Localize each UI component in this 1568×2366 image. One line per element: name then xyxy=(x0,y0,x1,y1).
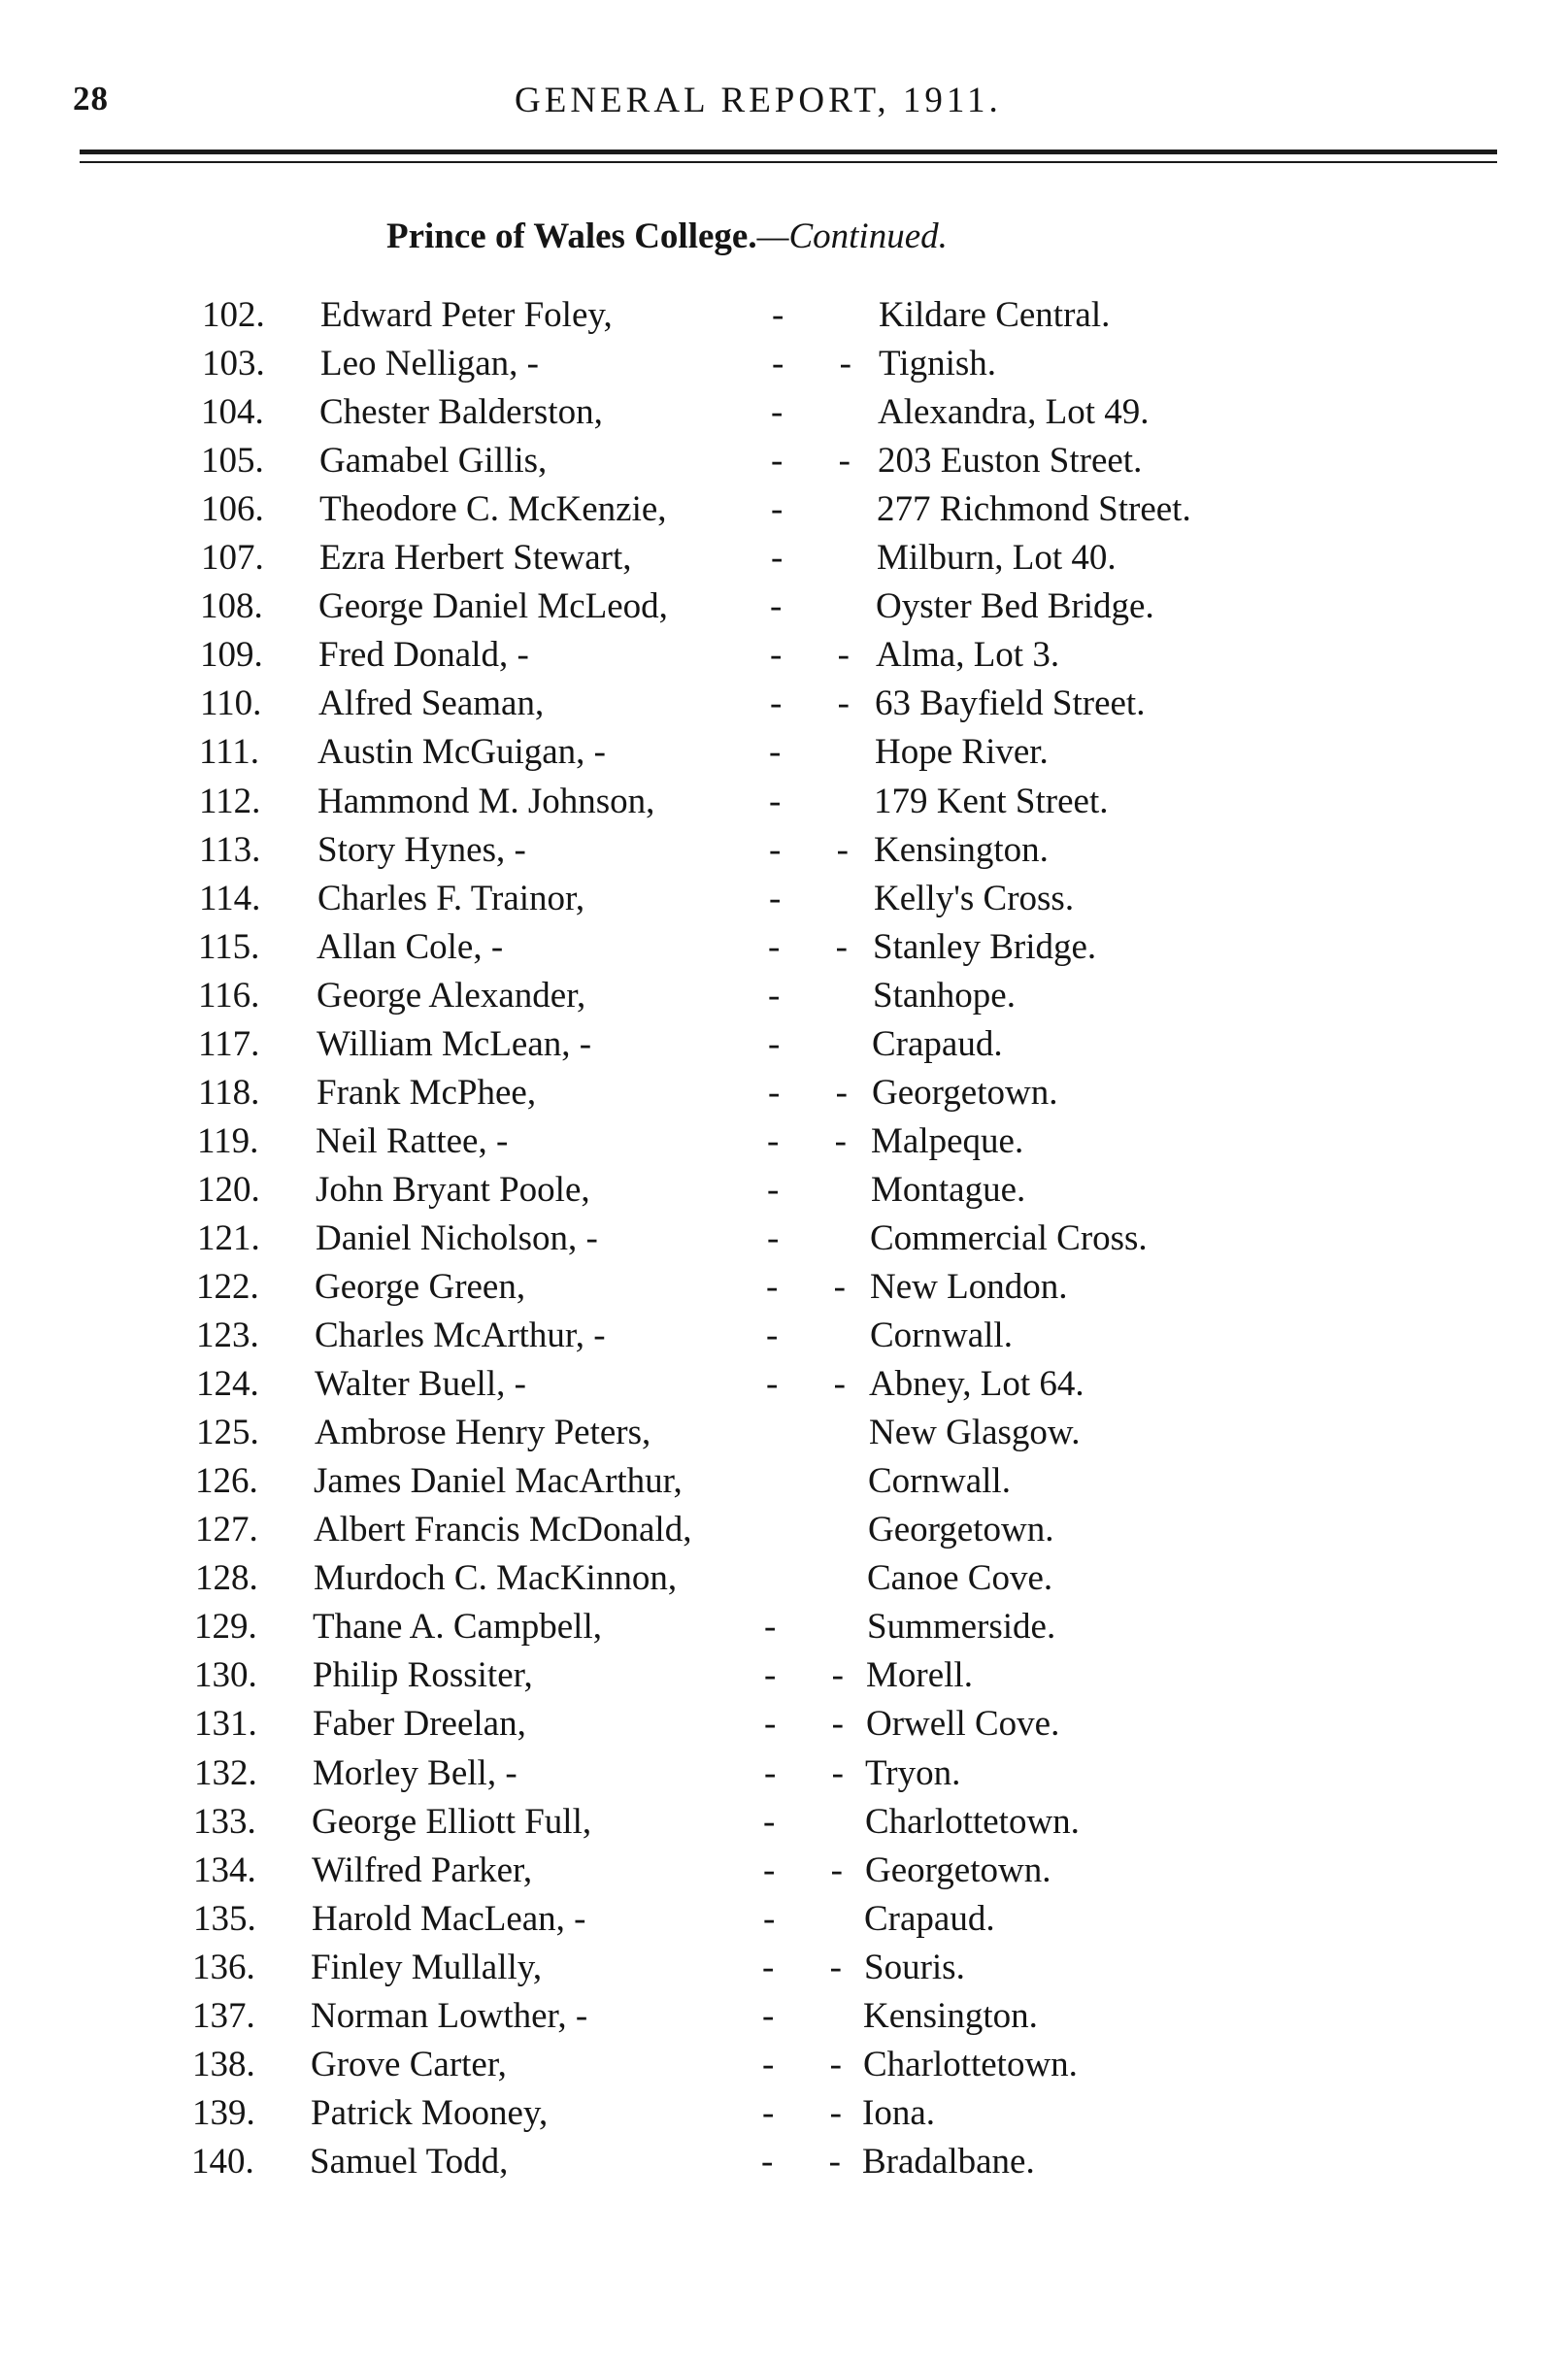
entry-dashes: - - xyxy=(762,2045,865,2084)
entry-name: Murdoch C. MacKinnon, xyxy=(314,1558,678,1598)
college-name: Prince of Wales College. xyxy=(386,217,757,256)
list-item xyxy=(0,1653,1568,1698)
entry-name: Wilfred Parker, xyxy=(312,1850,533,1890)
entry-name: Albert Francis McDonald, xyxy=(314,1510,692,1550)
entry-address: Abney, Lot 64. xyxy=(869,1364,1084,1404)
entry-dashes: - xyxy=(768,976,804,1016)
entry-number: 120. xyxy=(197,1170,260,1210)
entry-address: Tignish. xyxy=(879,344,997,383)
entry-dashes: - - xyxy=(769,830,872,870)
entry-dashes: - - xyxy=(767,1121,870,1161)
entry-name: George Daniel McLeod, xyxy=(318,586,668,626)
entry-number: 115. xyxy=(198,927,260,967)
entry-dashes: - - xyxy=(764,1753,867,1793)
entry-address: 63 Bayfield Street. xyxy=(875,683,1146,723)
entry-address: Bradalbane. xyxy=(862,2142,1035,2182)
entry-number: 130. xyxy=(194,1655,257,1695)
entry-address: Kildare Central. xyxy=(879,295,1111,335)
entry-name: Daniel Nicholson, - xyxy=(316,1218,598,1258)
entry-address: Alma, Lot 3. xyxy=(876,635,1060,675)
entry-name: Charles F. Trainor, xyxy=(317,879,585,918)
entry-address: Montague. xyxy=(871,1170,1026,1210)
entry-dashes: - xyxy=(763,1899,799,1939)
entry-name: Theodore C. McKenzie, xyxy=(319,489,667,529)
entry-name: Samuel Todd, xyxy=(310,2142,509,2182)
list-item xyxy=(0,1897,1568,1942)
entry-address: Iona. xyxy=(862,2093,935,2133)
page-number: 28 xyxy=(73,80,109,117)
entry-number: 113. xyxy=(199,830,261,870)
entry-dashes: - - xyxy=(763,1850,866,1890)
entry-address: Summerside. xyxy=(867,1607,1056,1647)
entry-address: Georgetown. xyxy=(872,1073,1058,1113)
list-item xyxy=(0,974,1568,1018)
entry-dashes: - - xyxy=(766,1364,869,1404)
entry-number: 110. xyxy=(200,683,262,723)
entry-number: 108. xyxy=(200,586,263,626)
list-item xyxy=(0,2043,1568,2087)
entry-dashes: - xyxy=(771,538,807,578)
entry-number: 117. xyxy=(198,1024,260,1064)
entry-name: Faber Dreelan, xyxy=(313,1704,526,1744)
entry-name: Gamabel Gillis, xyxy=(319,441,548,481)
entry-number: 119. xyxy=(197,1121,259,1161)
list-item xyxy=(0,1459,1568,1504)
list-item xyxy=(0,1556,1568,1601)
entry-dashes: - - xyxy=(768,927,871,967)
entry-name: Hammond M. Johnson, xyxy=(317,782,655,821)
entry-name: Morley Bell, - xyxy=(313,1753,517,1793)
entry-number: 123. xyxy=(196,1316,259,1355)
entry-address: Charlottetown. xyxy=(865,1802,1080,1842)
entry-dashes: - xyxy=(762,1996,798,2036)
entry-name: Finley Mullally, xyxy=(311,1948,543,1987)
entry-address: Canoe Cove. xyxy=(867,1558,1053,1598)
entry-dashes: - - xyxy=(770,635,873,675)
entry-number: 135. xyxy=(193,1899,256,1939)
entry-address: Cornwall. xyxy=(870,1316,1013,1355)
entry-address: Kensington. xyxy=(874,830,1049,870)
entry-dashes: - - xyxy=(762,2093,865,2133)
entry-number: 127. xyxy=(195,1510,258,1550)
entry-name: Frank McPhee, xyxy=(317,1073,537,1113)
entry-dashes: - xyxy=(771,489,807,529)
entry-number: 121. xyxy=(197,1218,260,1258)
entry-address: Alexandra, Lot 49. xyxy=(878,392,1150,432)
entry-name: Edward Peter Foley, xyxy=(320,295,613,335)
entry-name: George Alexander, xyxy=(317,976,586,1016)
entry-dashes: - xyxy=(767,1170,803,1210)
entry-number: 125. xyxy=(196,1413,259,1452)
entry-name: Charles McArthur, - xyxy=(315,1316,606,1355)
entry-name: Harold MacLean, - xyxy=(312,1899,586,1939)
entry-name: Neil Rattee, - xyxy=(316,1121,509,1161)
entry-address: 179 Kent Street. xyxy=(874,782,1109,821)
entry-dashes: - xyxy=(766,1316,802,1355)
entry-address: Tryon. xyxy=(865,1753,961,1793)
list-item xyxy=(0,2091,1568,2136)
entry-name: Thane A. Campbell, xyxy=(313,1607,602,1647)
entry-dashes: - - xyxy=(766,1267,869,1307)
entry-number: 140. xyxy=(191,2142,254,2182)
entry-name: Chester Balderston, xyxy=(319,392,603,432)
entry-name: William McLean, - xyxy=(317,1024,592,1064)
report-title: GENERAL REPORT, 1911. xyxy=(515,81,1002,120)
list-item xyxy=(0,1800,1568,1845)
list-item xyxy=(0,780,1568,824)
entry-number: 134. xyxy=(193,1850,256,1890)
entry-address: Morell. xyxy=(866,1655,973,1695)
entry-dashes: - - xyxy=(771,441,874,481)
entry-number: 131. xyxy=(194,1704,257,1744)
list-item xyxy=(0,1022,1568,1067)
entry-number: 114. xyxy=(199,879,261,918)
list-item xyxy=(0,925,1568,970)
list-item xyxy=(0,1168,1568,1213)
entry-name: Allan Cole, - xyxy=(317,927,504,967)
list-item xyxy=(0,536,1568,581)
entry-number: 128. xyxy=(195,1558,258,1598)
list-item xyxy=(0,1314,1568,1358)
entry-number: 133. xyxy=(193,1802,256,1842)
list-item xyxy=(0,390,1568,435)
entry-address: Oyster Bed Bridge. xyxy=(876,586,1154,626)
entry-address: Kelly's Cross. xyxy=(874,879,1075,918)
entry-number: 126. xyxy=(195,1461,258,1501)
entry-address: Hope River. xyxy=(875,732,1049,772)
entry-dashes: - xyxy=(769,782,805,821)
list-item xyxy=(0,1751,1568,1796)
entry-number: 118. xyxy=(198,1073,260,1113)
entry-dashes: - xyxy=(768,1024,804,1064)
list-item xyxy=(0,633,1568,678)
entry-name: Philip Rossiter, xyxy=(313,1655,533,1695)
entry-dashes: - xyxy=(767,1218,803,1258)
entry-number: 103. xyxy=(202,344,265,383)
entry-name: Fred Donald, - xyxy=(318,635,529,675)
list-item xyxy=(0,1119,1568,1164)
entry-address: Stanhope. xyxy=(873,976,1016,1016)
entry-address: Crapaud. xyxy=(864,1899,995,1939)
entry-dashes: - xyxy=(763,1802,799,1842)
entry-address: 277 Richmond Street. xyxy=(877,489,1191,529)
entry-address: Commercial Cross. xyxy=(870,1218,1148,1258)
entry-dashes: - xyxy=(764,1607,800,1647)
entry-dashes: - xyxy=(771,392,807,432)
list-item xyxy=(0,1849,1568,1893)
entry-dashes: - - xyxy=(762,1948,865,1987)
entry-address: 203 Euston Street. xyxy=(878,441,1143,481)
list-item xyxy=(0,584,1568,629)
continued-label: —Continued. xyxy=(756,217,948,256)
entry-address: Cornwall. xyxy=(868,1461,1011,1501)
entry-name: Leo Nelligan, - xyxy=(320,344,539,383)
list-item xyxy=(0,1946,1568,1990)
list-item xyxy=(0,1605,1568,1650)
entry-number: 102. xyxy=(202,295,265,335)
list-item xyxy=(0,1362,1568,1407)
entry-number: 122. xyxy=(196,1267,259,1307)
entry-address: Malpeque. xyxy=(871,1121,1024,1161)
entry-number: 132. xyxy=(194,1753,257,1793)
entry-name: George Green, xyxy=(315,1267,526,1307)
entry-name: George Elliott Full, xyxy=(312,1802,592,1842)
list-item xyxy=(0,1071,1568,1116)
entry-name: John Bryant Poole, xyxy=(316,1170,590,1210)
entry-dashes: - xyxy=(770,586,806,626)
entry-number: 106. xyxy=(201,489,264,529)
list-item xyxy=(0,1702,1568,1747)
entry-dashes: - - xyxy=(761,2142,864,2182)
entry-number: 137. xyxy=(192,1996,255,2036)
list-item xyxy=(0,1508,1568,1552)
list-item xyxy=(0,730,1568,775)
list-item xyxy=(0,439,1568,483)
entry-number: 136. xyxy=(192,1948,255,1987)
entry-name: Walter Buell, - xyxy=(315,1364,526,1404)
entry-number: 104. xyxy=(201,392,264,432)
list-item xyxy=(0,682,1568,726)
entry-address: Stanley Bridge. xyxy=(873,927,1097,967)
entry-address: Souris. xyxy=(864,1948,965,1987)
entry-dashes: - xyxy=(769,879,805,918)
entry-dashes: - - xyxy=(772,344,875,383)
list-item xyxy=(0,2140,1568,2184)
entry-number: 139. xyxy=(192,2093,255,2133)
entry-name: Ambrose Henry Peters, xyxy=(315,1413,651,1452)
entry-name: Ezra Herbert Stewart, xyxy=(319,538,632,578)
entry-dashes: - - xyxy=(764,1655,867,1695)
entry-number: 124. xyxy=(196,1364,259,1404)
entry-address: Milburn, Lot 40. xyxy=(877,538,1117,578)
entry-number: 107. xyxy=(201,538,264,578)
entry-number: 105. xyxy=(201,441,264,481)
entry-address: Charlottetown. xyxy=(863,2045,1078,2084)
entry-number: 116. xyxy=(198,976,260,1016)
entry-address: Kensington. xyxy=(863,1996,1038,2036)
entry-dashes: - - xyxy=(764,1704,867,1744)
entry-address: New London. xyxy=(870,1267,1068,1307)
entry-number: 138. xyxy=(192,2045,255,2084)
entry-name: Austin McGuigan, - xyxy=(317,732,606,772)
entry-address: Georgetown. xyxy=(865,1850,1051,1890)
list-item xyxy=(0,1265,1568,1310)
entry-address: Crapaud. xyxy=(872,1024,1003,1064)
list-item xyxy=(0,293,1568,338)
entry-address: New Glasgow. xyxy=(869,1413,1081,1452)
entry-name: Alfred Seaman, xyxy=(318,683,545,723)
list-item xyxy=(0,828,1568,873)
entry-number: 111. xyxy=(199,732,260,772)
entry-name: Story Hynes, - xyxy=(317,830,526,870)
entry-name: James Daniel MacArthur, xyxy=(314,1461,683,1501)
entry-number: 112. xyxy=(199,782,261,821)
entry-address: Georgetown. xyxy=(868,1510,1054,1550)
list-item xyxy=(0,342,1568,386)
entry-dashes: - - xyxy=(770,683,873,723)
entry-dashes: - xyxy=(769,732,805,772)
list-item xyxy=(0,1411,1568,1455)
entry-dashes: - - xyxy=(768,1073,871,1113)
entry-name: Patrick Mooney, xyxy=(311,2093,549,2133)
entry-name: Grove Carter, xyxy=(311,2045,507,2084)
list-item xyxy=(0,1216,1568,1261)
entry-dashes: - xyxy=(772,295,808,335)
list-item xyxy=(0,877,1568,921)
list-item xyxy=(0,487,1568,532)
entry-number: 109. xyxy=(200,635,263,675)
entry-number: 129. xyxy=(194,1607,257,1647)
entry-address: Orwell Cove. xyxy=(866,1704,1060,1744)
list-item xyxy=(0,1994,1568,2039)
entry-name: Norman Lowther, - xyxy=(311,1996,588,2036)
